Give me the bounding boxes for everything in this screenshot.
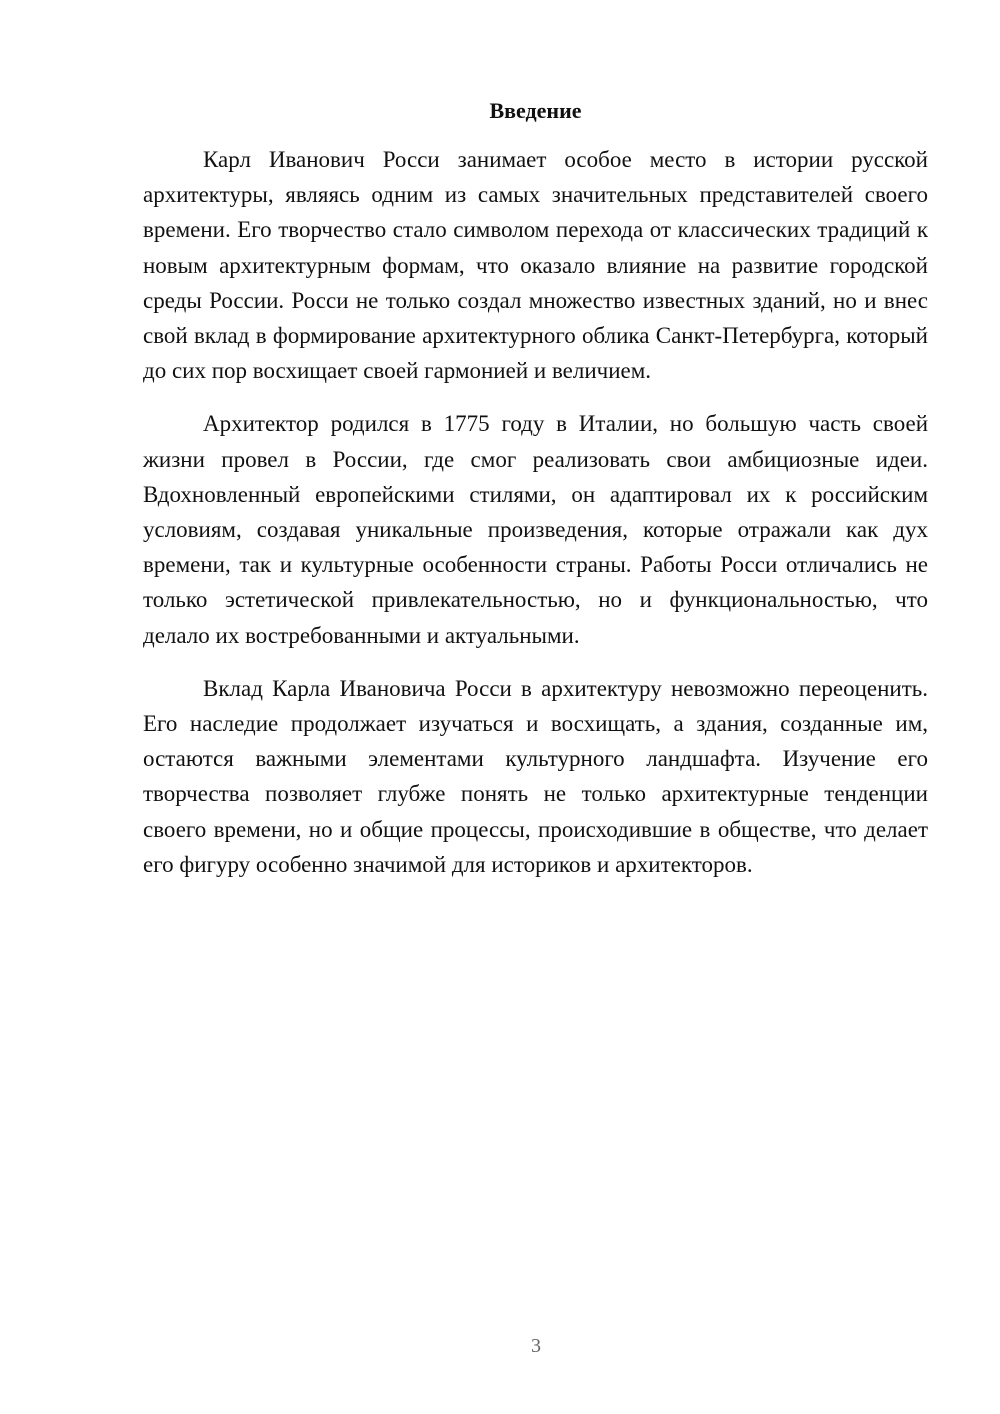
document-body	[143, 142, 928, 900]
page-title: Введение	[489, 98, 582, 123]
paragraph-1: Карл Иванович Росси занимает особое место в истории русской архитектуры, являясь одним из самых значительных представителей своего времени. Его творчество стало символом перехода от классических традиций к новым архитектурным формам, что оказало влияние на развитие городской среды России. Росси не только создал множество известных зданий, но и внес свой вклад в формирование архитектурного облика Санкт-Петербурга, который до сих пор восхищает своей гармонией и величием.	[143, 147, 928, 384]
page-number: 3	[531, 1335, 541, 1357]
paragraph-2: Архитектор родился в 1775 году в Италии, но большую часть своей жизни провел в России, где смог реализовать свои амбициозные идеи. Вдохновленный европейскими стилями, он адаптировал их к российским условиям, создавая уникальные произведения, которые отражали как дух времени, так и культурные особенности страны. Работы Росси отличались не только эстетической привлекательностью, но и функциональностью, что делало их востребованными и актуальными.	[143, 411, 928, 648]
paragraph-3: Вклад Карла Ивановича Росси в архитектуру невозможно переоценить. Его наследие продолжает изучаться и восхищать, а здания, созданные им, остаются важными элементами культурного ландшафта. Изучение его творчества позволяет глубже понять не только архитектурные тенденции своего времени, но и общие процессы, происходившие в обществе, что делает его фигуру особенно значимой для историков и архитекторов.	[143, 675, 928, 877]
